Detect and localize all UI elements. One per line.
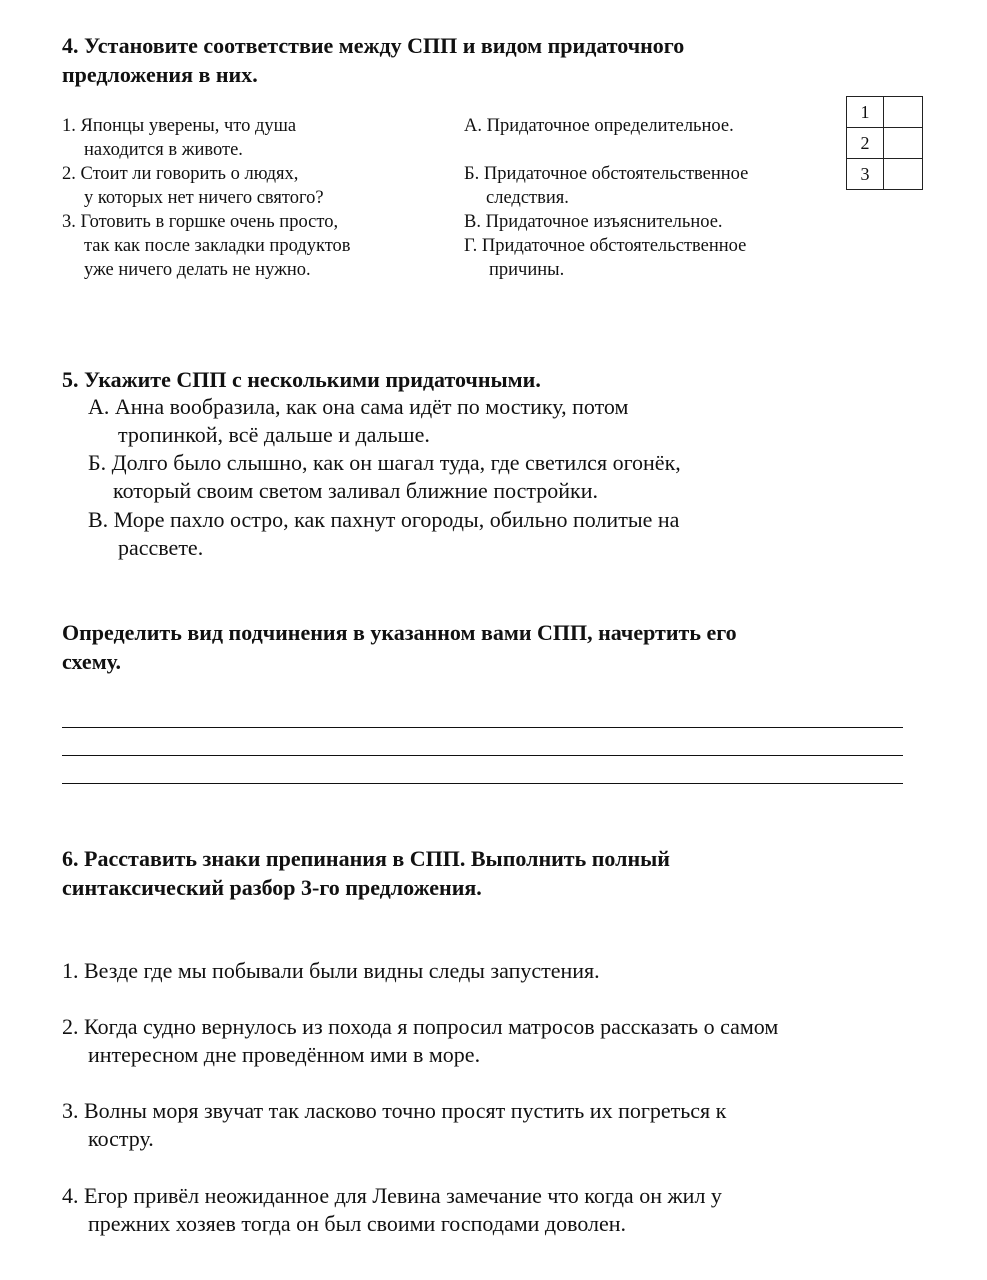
task4-item1-line1: 1. Японцы уверены, что душа [62,116,297,136]
task4-title-line1: 4. Установите соответствие между СПП и видом придаточного [62,33,685,58]
task4-item3-line3: уже ничего делать не нужно. [84,260,311,280]
answer-row-number: 2 [847,128,884,159]
task4-option-b-line2: следствия. [486,188,569,208]
task4-item2-line2: у которых нет ничего святого? [84,188,324,208]
task5-option-a-line2: тропинкой, всё дальше и дальше. [118,422,430,447]
answer-cell-2[interactable] [884,128,923,159]
task4-option-v: В. Придаточное изъяснительное. [464,212,723,232]
task6-sentence2-line2: интересном дне проведённом ими в море. [88,1042,481,1067]
answer-row-number: 3 [847,159,884,190]
task5-instruction-line1: Определить вид подчинения в указанном вами СПП, начертить его [62,620,737,645]
answer-line-3[interactable] [62,783,903,784]
task5-title: 5. Укажите СПП с несколькими придаточными. [62,367,541,392]
task4-item1-line2: находится в животе. [84,140,243,160]
task5-option-a-line1: А. Анна вообразила, как она сама идёт по мостику, потом [88,394,629,419]
task4-item3-line1: 3. Готовить в горшке очень просто, [62,212,339,232]
task4-option-g-line2: причины. [489,260,565,280]
task4-option-b-line1: Б. Придаточное обстоятельственное [464,164,749,184]
answer-row-number: 1 [847,97,884,128]
task6-sentence2-line1: 2. Когда судно вернулось из похода я попросил матросов рассказать о самом [62,1014,779,1039]
answer-table [846,96,923,190]
task6-title-line2: синтаксический разбор 3-го предложения. [62,875,482,900]
answer-cell-1[interactable] [884,97,923,128]
task4-option-a: А. Придаточное определительное. [464,116,734,136]
answer-row-2 [847,128,923,159]
task6-sentence4-line1: 4. Егор привёл неожиданное для Левина замечание что когда он жил у [62,1183,722,1208]
task4-item3-line2: так как после закладки продуктов [84,236,351,256]
task5-instruction-line2: схему. [62,649,121,674]
task5-option-v-line1: В. Море пахло остро, как пахнут огороды, обильно политые на [88,507,680,532]
answer-row-3 [847,159,923,190]
answer-row-1 [847,97,923,128]
task5-option-v-line2: рассвете. [118,535,204,560]
task5-option-b-line2: который своим светом заливал ближние постройки. [113,478,599,503]
task6-sentence4-line2: прежних хозяев тогда он был своими господами доволен. [88,1211,627,1236]
task4-title-line2: предложения в них. [62,62,258,87]
task4-item2-line1: 2. Стоит ли говорить о людях, [62,164,299,184]
task6-title-line1: 6. Расставить знаки препинания в СПП. Выполнить полный [62,846,670,871]
task4-option-g-line1: Г. Придаточное обстоятельственное [464,236,747,256]
answer-line-1[interactable] [62,727,903,728]
task6-sentence1: 1. Везде где мы побывали были видны следы запустения. [62,958,600,983]
answer-cell-3[interactable] [884,159,923,190]
task5-option-b-line1: Б. Долго было слышно, как он шагал туда, где светился огонёк, [88,450,681,475]
answer-line-2[interactable] [62,755,903,756]
task6-sentence3-line1: 3. Волны моря звучат так ласково точно просят пустить их погреться к [62,1098,727,1123]
task6-sentence3-line2: костру. [88,1126,154,1151]
